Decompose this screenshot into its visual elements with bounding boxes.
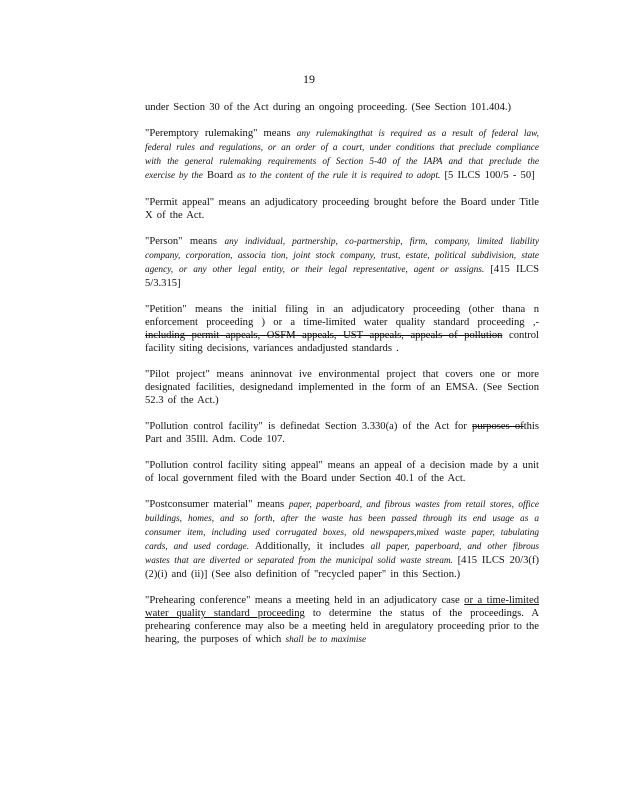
definition-text: Board bbox=[202, 170, 238, 181]
definition-text: "Pollution control facility" is definedat Section 3.330(a) of the Act for bbox=[145, 421, 473, 432]
definition-text: "Postconsumer material" means bbox=[145, 499, 289, 510]
struck-text: including permit appeals, OSFM appeals, UST appeals, appeals of pollution bbox=[145, 330, 503, 341]
definition-paragraph bbox=[145, 594, 539, 647]
italic-statutory-text: all paper, paperboard, and other fibrous wastes that are diverted or separated from the municipal solid waste stream. bbox=[145, 542, 539, 566]
italic-statutory-text: as to the content of the rule it is required to adopt. bbox=[237, 171, 441, 181]
definition-paragraph bbox=[145, 235, 539, 290]
definition-paragraph bbox=[145, 303, 539, 355]
definition-text: Additionally, it includes bbox=[249, 541, 371, 552]
definition-paragraph bbox=[145, 420, 539, 446]
definition-text: this Part and 35Ill. Adm. Code 107. bbox=[145, 421, 539, 445]
struck-text: purposes of bbox=[472, 421, 524, 432]
definition-text: "Peremptory rulemaking" means bbox=[145, 128, 297, 139]
definition-text: [5 ILCS 100/5 - 50] bbox=[440, 170, 535, 181]
definition-text: "Prehearing conference" means a meeting held in an adjudicatory case bbox=[145, 595, 465, 606]
definition-text: to determine the status of the proceedings. A prehearing conference may also be a meeting held in aregulatory proceeding prior to the hearing, the purposes of which bbox=[145, 608, 540, 645]
italic-statutory-text: any rulemakingthat is required as a result of federal law, federal rules and regulations, or an order of a court, under conditions that preclude compliance with the general rulemaking requirements of Section 5-40 of the IAPA and that preclude the exercise by the bbox=[145, 129, 539, 181]
definition-paragraph bbox=[145, 498, 539, 581]
definition-text: under Section 30 of the Act during an ongoing proceeding. (See Section 101.404.) bbox=[145, 102, 512, 113]
italic-statutory-text: any individual, partnership, co-partnership, firm, company, limited liability company, corporation, associa tion, joint stock company, trust, estate, political subdivision, state agency, or any other legal entity, or their legal representative, agent or assigns. bbox=[145, 237, 539, 275]
definition-text: "Petition" means the initial filing in an adjudicatory proceeding (other thana n enforcement proceeding ) or a time-limited water quality standard proceeding ,- bbox=[145, 304, 539, 328]
definition-text: [415 ILCS 5/3.315] bbox=[145, 264, 539, 289]
italic-statutory-text: shall be to maximise bbox=[285, 635, 367, 645]
continued-definition-text bbox=[145, 101, 539, 114]
italic-statutory-text: paper, paperboard, and fibrous wastes from retail stores, office buildings, homes, and so forth, after the waste has been passed through its end usage as a consumer item, including used corrugated boxes, old newspapers,mixed waste paper, tabulating cards, and used cordage. bbox=[145, 500, 539, 552]
definition-paragraph bbox=[145, 459, 539, 485]
definitions-body bbox=[145, 101, 539, 647]
definition-paragraph bbox=[145, 368, 539, 407]
definition-paragraph bbox=[145, 127, 539, 183]
definition-text: "Pollution control facility siting appeal" means an appeal of a decision made by a unit of local government filed with the Board under Section 40.1 of the Act. bbox=[145, 460, 539, 484]
page-number: 19 bbox=[303, 72, 315, 86]
definition-text: "Permit appeal" means an adjudicatory proceeding brought before the Board under Title X of the Act. bbox=[145, 197, 539, 221]
definition-paragraph bbox=[145, 196, 539, 222]
definition-text: [415 ILCS 20/3(f)(2)(i) and (ii)] (See also definition of "recycled paper" in this Section.) bbox=[145, 555, 539, 580]
definition-text: "Person" means bbox=[145, 236, 225, 247]
definition-text: control facility siting decisions, variances andadjusted standards . bbox=[145, 330, 539, 354]
inserted-text: or a time-limited water quality standard proceeding bbox=[145, 595, 539, 619]
definition-text: "Pilot project" means aninnovat ive environmental project that covers one or more designated facilities, designedand implemented in the form of an EMSA. (See Section 52.3 of the Act.) bbox=[145, 369, 539, 406]
